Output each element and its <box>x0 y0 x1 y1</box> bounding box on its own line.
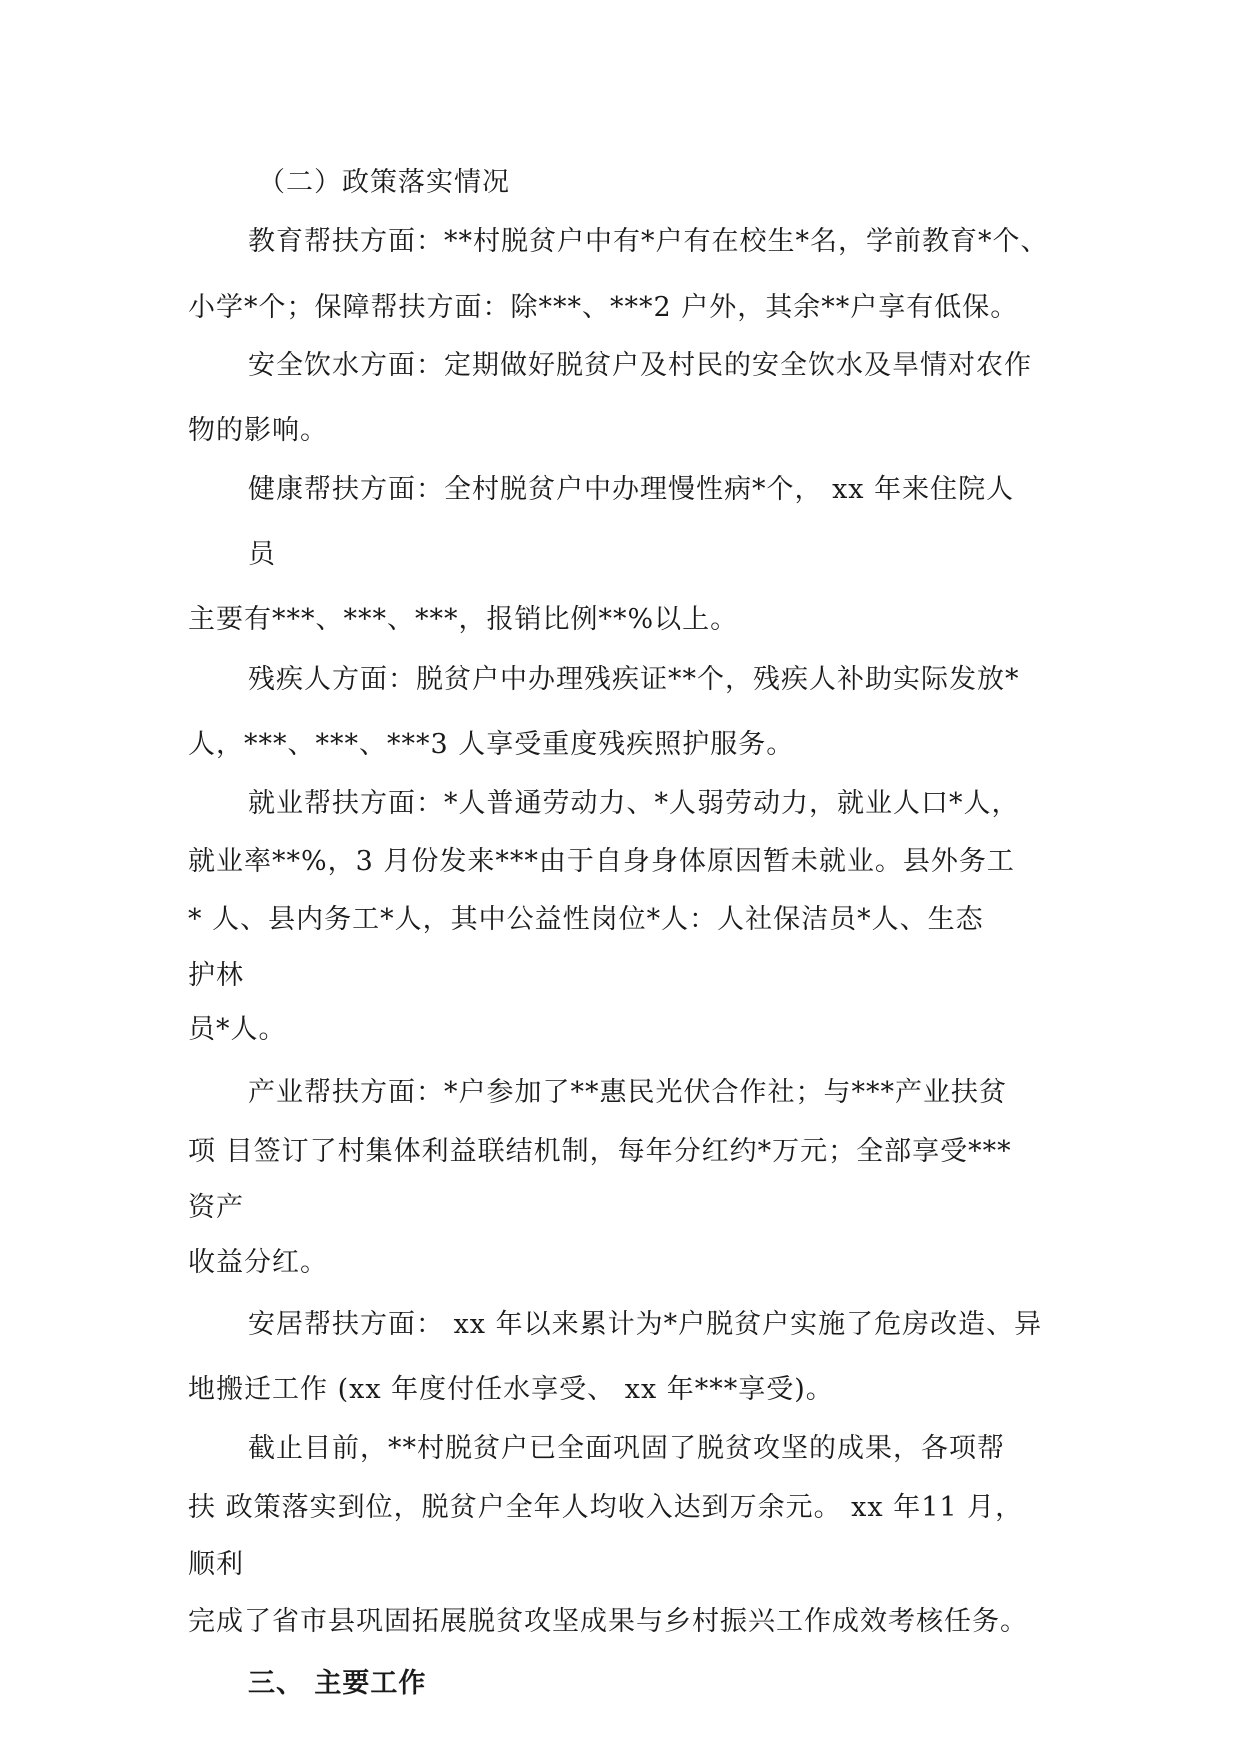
section-two-title: （二）政策落实情况 <box>258 167 510 198</box>
text-line: 教育帮扶方面：**村脱贫户中有*户有在校生*名，学前教育*个、 <box>248 226 1049 257</box>
text-line: 主要有***、***、***，报销比例**%以上。 <box>188 604 739 635</box>
text-line: 安全饮水方面：定期做好脱贫户及村民的安全饮水及旱情对农作 <box>248 350 1032 381</box>
text-line: 人，***、***、***3 人享受重度残疾照护服务。 <box>188 729 795 760</box>
text-line: 地搬迁工作 (xx 年度付任水享受、 xx 年***享受)。 <box>188 1374 834 1405</box>
text-line: 健康帮扶方面：全村脱贫户中办理慢性病*个， xx 年来住院人 <box>248 474 1015 505</box>
text-line: 收益分红。 <box>188 1247 328 1278</box>
text-line: 资产 <box>188 1192 244 1223</box>
text-line: 截止目前，**村脱贫户已全面巩固了脱贫攻坚的成果，各项帮 <box>248 1433 1005 1464</box>
text-line: 护林 <box>188 960 244 991</box>
text-line: 安居帮扶方面： xx 年以来累计为*户脱贫户实施了危房改造、异 <box>248 1309 1043 1340</box>
text-line: 就业率**%，3 月份发来***由于自身身体原因暂未就业。县外务工 <box>188 846 1015 877</box>
text-line: 员 <box>248 539 276 570</box>
text-line: 扶 政策落实到位，脱贫户全年人均收入达到万余元。 xx 年11 月， <box>188 1492 1024 1523</box>
text-line: 员*人。 <box>188 1014 287 1045</box>
text-line: 就业帮扶方面：*人普通劳动力、*人弱劳动力，就业人口*人， <box>248 788 1020 819</box>
text-line: 完成了省市县巩固拓展脱贫攻坚成果与乡村振兴工作成效考核任务。 <box>188 1606 1028 1637</box>
text-line: 残疾人方面：脱贫户中办理残疾证**个，残疾人补助实际发放* <box>248 664 1020 695</box>
text-line: 物的影响。 <box>188 415 328 446</box>
text-line: 小学*个；保障帮扶方面：除***、***2 户外，其余**户享有低保。 <box>188 292 1019 323</box>
section-three-title: 三、 主要工作 <box>248 1668 427 1699</box>
text-line: 项 目签订了村集体利益联结机制，每年分红约*万元；全部享受*** <box>188 1136 1012 1167</box>
text-line: 顺利 <box>188 1549 244 1580</box>
text-line: * 人、县内务工*人，其中公益性岗位*人：人社保洁员*人、生态 <box>188 904 984 935</box>
text-line: 产业帮扶方面：*户参加了**惠民光伏合作社；与***产业扶贫 <box>248 1077 1007 1108</box>
